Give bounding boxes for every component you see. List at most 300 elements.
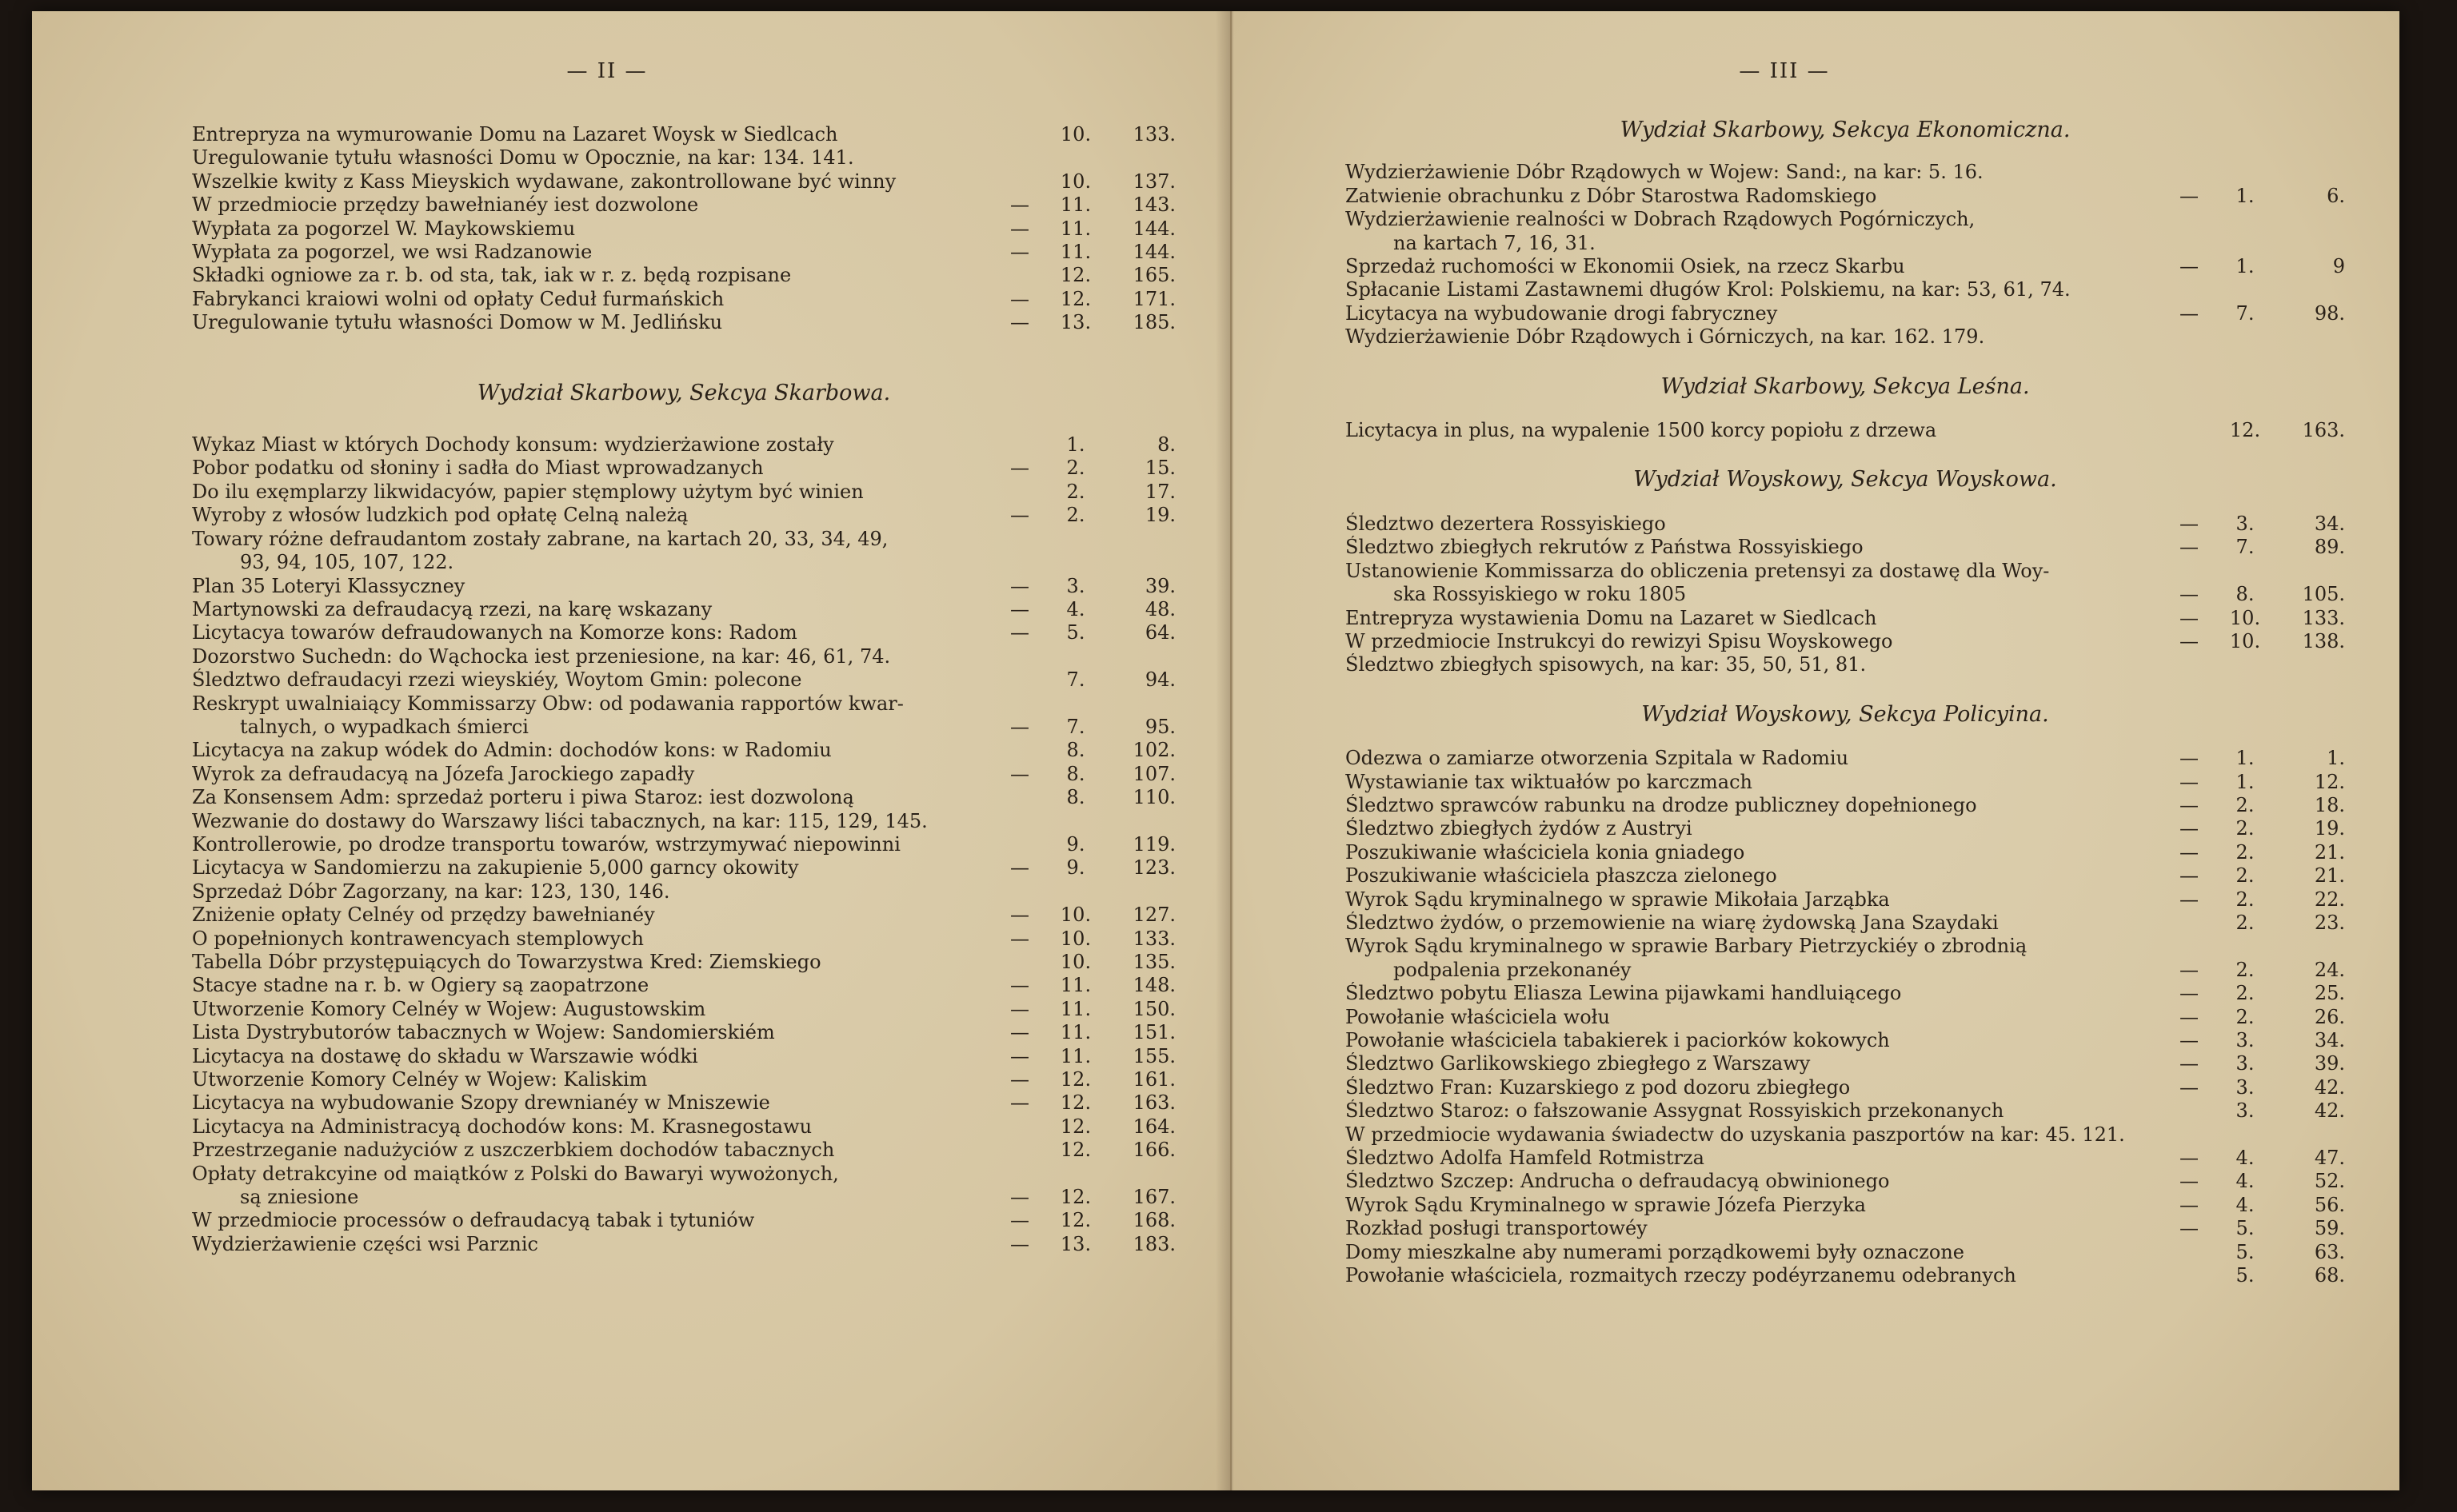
entry-page-number: 39. — [1145, 574, 1176, 597]
entry-section-number: 11. — [1060, 974, 1092, 997]
entry-dash: — — [1010, 311, 1029, 334]
left-page-header: — II — — [566, 59, 648, 83]
entry-section-number: 1. — [2235, 184, 2255, 207]
entry-text: Fabrykanci kraiowi wolni od opłaty Ceduł furmańskich — [192, 287, 725, 310]
entry-page-number: 133. — [2302, 606, 2345, 629]
index-entry — [192, 786, 1176, 809]
left-entry-list — [192, 123, 1176, 335]
index-entry — [192, 668, 1176, 692]
entry-text: Plan 35 Loteryi Klassyczney — [192, 574, 465, 597]
entry-section-number: 2. — [2235, 864, 2255, 888]
entry-section-number: 12. — [2229, 419, 2261, 442]
entry-text: Powołanie właściciela tabakierek i paciorków kokowych — [1345, 1029, 1890, 1051]
entry-text: Utworzenie Komory Celnéy w Wojew: Kaliskim — [192, 1068, 648, 1091]
index-entry — [192, 551, 1176, 574]
entry-text: Wydzierżawienie części wsi Parznic — [192, 1232, 538, 1255]
entry-section-number: 4. — [2235, 1147, 2255, 1170]
entry-section-number: 11. — [1060, 241, 1092, 264]
index-entry — [1345, 1099, 2345, 1123]
entry-text: Ustanowienie Kommissarza do obliczenia pretensyi za dostawę dla Woy- — [1345, 559, 2050, 582]
entry-dash: — — [1010, 1186, 1029, 1209]
entry-dash: — — [2179, 888, 2199, 911]
index-entry — [192, 621, 1176, 644]
index-entry — [1345, 536, 2345, 559]
entry-section-number: 2. — [2235, 958, 2255, 981]
index-entry — [1345, 935, 2345, 958]
entry-section-number: 11. — [1060, 997, 1092, 1020]
entry-text: Tabella Dóbr przystępuiących do Towarzystwa Kred: Ziemskiego — [192, 951, 821, 973]
index-entry — [1345, 302, 2345, 325]
entry-text: Wyrok Sądu Kryminalnego w sprawie Józefa Pierzyka — [1345, 1193, 1866, 1216]
entry-dash: — — [1010, 997, 1029, 1020]
entry-page-number: 42. — [2314, 1099, 2345, 1123]
index-entry — [192, 311, 1176, 334]
entry-text: O popełnionych kontrawencyach stemplowych — [192, 927, 644, 950]
entry-text: Wezwanie do dostawy do Warszawy liści tabacznych, na kar: 115, 129, 145. — [192, 809, 928, 832]
entry-dash: — — [1010, 621, 1029, 644]
entry-text: talnych, o wypadkach śmierci — [240, 715, 529, 738]
entry-page-number: 165. — [1133, 264, 1176, 287]
section-entry-list — [1345, 513, 2345, 677]
entry-page-number: 19. — [1145, 504, 1176, 527]
entry-text: 93, 94, 105, 107, 122. — [240, 551, 454, 574]
entry-text: Śledztwo zbiegłych spisowych, na kar: 35, 50, 51, 81. — [1345, 653, 1867, 676]
entry-section-number: 10. — [1060, 927, 1092, 950]
entry-text: Licytacya towarów defraudowanych na Komorze kons: Radom — [192, 621, 797, 644]
entry-text: Uregulowanie tytułu własności Domu w Opocznie, na kar: 134. 141. — [192, 146, 854, 170]
entry-text: Sprzedaż ruchomości w Ekonomii Osiek, na rzecz Skarbu — [1345, 255, 1905, 278]
entry-text: Licytacya na wybudowanie Szopy drewnianéy w Mniszewie — [192, 1091, 770, 1115]
entry-page-number: 21. — [2314, 864, 2345, 888]
section-heading: Wydział Skarbowy, Sekcya Leśna. — [1660, 373, 2030, 399]
index-entry — [192, 1021, 1176, 1044]
entry-page-number: 171. — [1133, 287, 1176, 310]
entry-page-number: 1. — [2327, 747, 2345, 770]
entry-page-number: 151. — [1133, 1021, 1176, 1044]
index-entry — [1345, 583, 2345, 606]
entry-section-number: 12. — [1060, 1139, 1092, 1162]
index-entry — [192, 575, 1176, 598]
index-entry — [192, 123, 1176, 146]
entry-section-number: 10. — [1060, 170, 1092, 193]
entry-text: Śledztwo sprawców rabunku na drodze publiczney dopełnionego — [1345, 793, 1977, 816]
index-entry — [1345, 185, 2345, 208]
entry-section-number: 9. — [1066, 832, 1085, 856]
entry-page-number: 163. — [1133, 1091, 1176, 1115]
entry-page-number: 138. — [2302, 629, 2345, 652]
entry-dash: — — [2179, 1075, 2199, 1099]
entry-page-number: 135. — [1133, 951, 1176, 973]
entry-text: Przestrzeganie nadużyciów z uszczerbkiem dochodów tabacznych — [192, 1139, 835, 1162]
index-entry — [192, 241, 1176, 264]
section-heading: Wydział Woyskowy, Sekcya Policyina. — [1641, 701, 2049, 727]
entry-dash: — — [2179, 1170, 2199, 1193]
entry-text: Pobor podatku od słoniny i sadła do Miast wprowadzanych — [192, 457, 764, 480]
index-entry — [192, 193, 1176, 217]
entry-page-number: 59. — [2314, 1217, 2345, 1240]
entry-text: Entrepryza na wymurowanie Domu na Lazaret Woysk w Siedlcach — [192, 123, 838, 146]
entry-section-number: 11. — [1060, 1044, 1092, 1067]
entry-page-number: 98. — [2314, 301, 2345, 325]
index-entry — [1345, 161, 2345, 184]
entry-page-number: 133. — [1133, 927, 1176, 950]
index-entry — [192, 1091, 1176, 1115]
entry-section-number: 4. — [2235, 1193, 2255, 1216]
entry-text: Śledztwo Fran: Kuzarskiego z pod dozoru zbiegłego — [1345, 1075, 1851, 1099]
index-entry — [192, 998, 1176, 1021]
entry-text: Stacye stadne na r. b. w Ogiery są zaopatrzone — [192, 974, 649, 997]
entry-section-number: 8. — [1066, 762, 1085, 785]
entry-text: W przedmiocie przędzy bawełnianéy iest dozwolone — [192, 193, 699, 217]
entry-text: Licytacya in plus, na wypalenie 1500 korcy popiołu z drzewa — [1345, 419, 1937, 442]
section-heading: Wydział Woyskowy, Sekcya Woyskowa. — [1633, 467, 2057, 493]
entry-page-number: 19. — [2314, 817, 2345, 840]
entry-dash: — — [1010, 974, 1029, 997]
entry-text: Sprzedaż Dóbr Zagorzany, na kar: 123, 130, 146. — [192, 880, 670, 903]
entry-page-number: 34. — [2314, 1029, 2345, 1051]
book-spread — [32, 11, 2399, 1490]
index-entry — [1345, 1241, 2345, 1264]
entry-section-number: 5. — [2235, 1264, 2255, 1287]
entry-section-number: 12. — [1060, 1115, 1092, 1138]
entry-text: na kartach 7, 16, 31. — [1393, 231, 1596, 254]
entry-text: Wypłata za pogorzel W. Maykowskiemu — [192, 217, 576, 240]
entry-text: Martynowski za defraudacyą rzezi, na karę wskazany — [192, 597, 713, 620]
entry-text: Licytacya w Sandomierzu na zakupienie 5,000 garncy okowity — [192, 856, 799, 880]
entry-dash: — — [1010, 217, 1029, 240]
entry-text: Entrepryza wystawienia Domu na Lazaret w Siedlcach — [1345, 606, 1877, 629]
entry-section-number: 12. — [1060, 287, 1092, 310]
entry-text: Odezwa o zamiarze otworzenia Szpitala w Radomiu — [1345, 747, 1849, 770]
entry-text: Towary różne defraudantom zostały zabrane, na kartach 20, 33, 34, 49, — [192, 527, 889, 550]
entry-page-number: 107. — [1133, 762, 1176, 785]
entry-dash: — — [2179, 1029, 2199, 1051]
entry-text: W przedmiocie wydawania świadectw do uzyskania paszportów na kar: 45. 121. — [1345, 1123, 2125, 1146]
index-entry — [192, 645, 1176, 668]
entry-section-number: 2. — [2235, 911, 2255, 934]
entry-section-number: 3. — [1066, 574, 1085, 597]
index-entry — [192, 951, 1176, 974]
entry-dash: — — [2179, 747, 2199, 770]
entry-text: Śledztwo dezertera Rossyiskiego — [1345, 512, 1666, 535]
index-entry — [192, 598, 1176, 621]
left-page — [32, 11, 1232, 1490]
entry-text: Utworzenie Komory Celnéy w Wojew: Augustowskim — [192, 997, 706, 1020]
entry-text: są zniesione — [240, 1186, 359, 1209]
entry-page-number: 95. — [1145, 715, 1176, 738]
entry-text: Licytacya na wybudowanie drogi fabryczney — [1345, 301, 1778, 325]
entry-text: ska Rossyiskiego w roku 1805 — [1393, 583, 1687, 606]
entry-page-number: 23. — [2314, 911, 2345, 934]
entry-page-number: 25. — [2314, 982, 2345, 1005]
right-page — [1232, 11, 2399, 1490]
entry-page-number: 89. — [2314, 536, 2345, 559]
entry-dash: — — [1010, 457, 1029, 480]
entry-section-number: 7. — [1066, 668, 1085, 692]
entry-section-number: 10. — [1060, 123, 1092, 146]
index-entry — [1345, 419, 2345, 442]
index-entry — [1345, 747, 2345, 770]
entry-page-number: 6. — [2327, 184, 2345, 207]
entry-dash: — — [1010, 193, 1029, 217]
entry-text: podpalenia przekonanéy — [1393, 958, 1632, 981]
section-entry-list — [1345, 419, 2345, 442]
index-entry — [1345, 1217, 2345, 1240]
entry-dash: — — [2179, 1217, 2199, 1240]
entry-page-number: 127. — [1133, 904, 1176, 927]
entry-section-number: 2. — [2235, 840, 2255, 864]
entry-section-number: 11. — [1060, 193, 1092, 217]
index-entry — [1345, 771, 2345, 794]
entry-text: Poszukiwanie właściciela płaszcza zielonego — [1345, 864, 1777, 888]
entry-section-number: 12. — [1060, 1186, 1092, 1209]
entry-text: Uregulowanie tytułu własności Domow w M. Jedlińsku — [192, 311, 723, 334]
entry-page-number: 161. — [1133, 1068, 1176, 1091]
entry-page-number: 185. — [1133, 311, 1176, 334]
entry-page-number: 183. — [1133, 1232, 1176, 1255]
index-entry — [192, 217, 1176, 241]
entry-text: Wszelkie kwity z Kass Mieyskich wydawane, zakontrollowane być winny — [192, 170, 897, 193]
entry-dash: — — [2179, 1193, 2199, 1216]
entry-page-number: 155. — [1133, 1044, 1176, 1067]
index-entry — [192, 904, 1176, 927]
entry-text: Spłacanie Listami Zastawnemi długów Krol: Polskiemu, na kar: 53, 61, 74. — [1345, 278, 2071, 301]
entry-page-number: 17. — [1145, 480, 1176, 503]
index-entry — [1345, 1076, 2345, 1099]
entry-dash: — — [1010, 715, 1029, 738]
entry-dash: — — [1010, 1068, 1029, 1091]
index-entry — [192, 763, 1176, 786]
entry-section-number: 3. — [2235, 1099, 2255, 1123]
index-entry — [192, 1045, 1176, 1068]
entry-page-number: 133. — [1133, 123, 1176, 146]
index-entry — [192, 528, 1176, 551]
entry-dash: — — [2179, 512, 2199, 535]
entry-section-number: 2. — [2235, 982, 2255, 1005]
entry-text: Opłaty detrakcyine od maiątków z Polski do Bawaryi wywożonych, — [192, 1162, 839, 1185]
entry-section-number: 3. — [2235, 1075, 2255, 1099]
entry-section-number: 7. — [2235, 301, 2255, 325]
index-entry — [192, 1163, 1176, 1186]
index-entry — [192, 856, 1176, 880]
entry-dash: — — [2179, 583, 2199, 606]
entry-page-number: 68. — [2314, 1264, 2345, 1287]
entry-section-number: 13. — [1060, 1232, 1092, 1255]
right-page-header: — III — — [1739, 59, 1830, 83]
section-heading: Wydział Skarbowy, Sekcya Ekonomiczna. — [1620, 118, 2071, 142]
index-entry — [192, 433, 1176, 457]
entry-section-number: 5. — [1066, 621, 1085, 644]
index-entry — [192, 264, 1176, 287]
entry-section-number: 2. — [1066, 504, 1085, 527]
entry-dash: — — [2179, 770, 2199, 793]
entry-section-number: 10. — [2229, 629, 2261, 652]
index-entry — [192, 481, 1176, 504]
entry-text: Zatwienie obrachunku z Dóbr Starostwa Radomskiego — [1345, 184, 1877, 207]
entry-section-number: 10. — [1060, 904, 1092, 927]
index-entry — [1345, 1147, 2345, 1170]
entry-page-number: 164. — [1133, 1115, 1176, 1138]
entry-dash: — — [1010, 904, 1029, 927]
entry-page-number: 167. — [1133, 1186, 1176, 1209]
entry-text: Poszukiwanie właściciela konia gniadego — [1345, 840, 1745, 864]
entry-page-number: 47. — [2314, 1147, 2345, 1170]
entry-page-number: 150. — [1133, 997, 1176, 1020]
index-entry — [1345, 1029, 2345, 1052]
entry-page-number: 9 — [2332, 255, 2345, 278]
entry-text: Śledztwo Adolfa Hamfeld Rotmistrza — [1345, 1147, 1704, 1170]
entry-page-number: 64. — [1145, 621, 1176, 644]
entry-text: Licytacya na dostawę do składu w Warszawie wódki — [192, 1044, 698, 1067]
entry-page-number: 144. — [1133, 217, 1176, 240]
entry-text: Do ilu exęmplarzy likwidacyów, papier stęmplowy użytym być winien — [192, 480, 864, 503]
entry-page-number: 39. — [2314, 1052, 2345, 1075]
entry-section-number: 3. — [2235, 512, 2255, 535]
entry-text: Powołanie właściciela, rozmaitych rzeczy podéyrzanemu odebranych — [1345, 1264, 2016, 1287]
entry-text: Śledztwo Staroz: o fałszowanie Assygnat Rossyiskich przekonanych — [1345, 1099, 2004, 1123]
index-entry — [1345, 208, 2345, 231]
entry-text: Domy mieszkalne aby numerami porządkowemi były oznaczone — [1345, 1240, 1964, 1263]
entry-page-number: 22. — [2314, 888, 2345, 911]
index-entry — [1345, 1006, 2345, 1029]
index-entry — [192, 457, 1176, 480]
entry-section-number: 2. — [1066, 480, 1085, 503]
index-entry — [192, 739, 1176, 762]
index-entry — [192, 170, 1176, 193]
entry-page-number: 42. — [2314, 1075, 2345, 1099]
index-entry — [192, 928, 1176, 951]
entry-section-number: 2. — [2235, 817, 2255, 840]
section-entry-list — [1345, 747, 2345, 1287]
index-entry — [192, 974, 1176, 997]
entry-dash: — — [2179, 1052, 2199, 1075]
entry-page-number: 8. — [1157, 433, 1176, 457]
index-entry — [1345, 982, 2345, 1005]
entry-text: Śledztwo zbiegłych rekrutów z Państwa Rossyiskiego — [1345, 536, 1864, 559]
entry-section-number: 12. — [1060, 264, 1092, 287]
entry-text: Śledztwo żydów, o przemowienie na wiarę żydowską Jana Szaydaki — [1345, 911, 1999, 934]
left-page-content — [192, 123, 1176, 1256]
entry-dash: — — [1010, 1044, 1029, 1067]
entry-dash: — — [2179, 864, 2199, 888]
entry-dash: — — [1010, 1232, 1029, 1255]
index-entry — [1345, 841, 2345, 864]
right-page-content — [1345, 118, 2345, 1287]
entry-page-number: 148. — [1133, 974, 1176, 997]
entry-text: Wyrok za defraudacyą na Józefa Jarockiego zapadły — [192, 762, 695, 785]
entry-dash: — — [1010, 1091, 1029, 1115]
entry-text: Reskrypt uwalniaiący Kommissarzy Obw: od podawania rapportów kwar- — [192, 692, 904, 715]
entry-text: Za Konsensem Adm: sprzedaż porteru i piwa Staroz: iest dozwoloną — [192, 786, 854, 809]
entry-text: Wyrok Sądu kryminalnego w sprawie Mikołaia Jarząbka — [1345, 888, 1890, 911]
entry-text: W przedmiocie Instrukcyi do rewizyi Spisu Woyskowego — [1345, 629, 1893, 652]
index-entry — [1345, 864, 2345, 888]
entry-dash: — — [1010, 574, 1029, 597]
index-entry — [1345, 630, 2345, 653]
entry-page-number: 163. — [2302, 419, 2345, 442]
index-entry — [1345, 912, 2345, 935]
entry-section-number: 2. — [2235, 888, 2255, 911]
entry-page-number: 105. — [2302, 583, 2345, 606]
entry-dash: — — [2179, 301, 2199, 325]
entry-page-number: 63. — [2314, 1240, 2345, 1263]
section-entry-list — [1345, 161, 2345, 349]
entry-dash: — — [2179, 982, 2199, 1005]
entry-section-number: 1. — [2235, 255, 2255, 278]
entry-page-number: 166. — [1133, 1139, 1176, 1162]
entry-dash: — — [1010, 287, 1029, 310]
entry-page-number: 18. — [2314, 793, 2345, 816]
entry-section-number: 4. — [1066, 597, 1085, 620]
entry-dash: — — [1010, 927, 1029, 950]
index-entry — [1345, 1170, 2345, 1193]
entry-page-number: 144. — [1133, 241, 1176, 264]
index-entry — [1345, 817, 2345, 840]
entry-page-number: 48. — [1145, 597, 1176, 620]
entry-text: Śledztwo zbiegłych żydów z Austryi — [1345, 817, 1692, 840]
entry-section-number: 10. — [2229, 606, 2261, 629]
index-entry — [192, 504, 1176, 527]
entry-section-number: 7. — [1066, 715, 1085, 738]
entry-page-number: 94. — [1145, 668, 1176, 692]
entry-dash: — — [2179, 606, 2199, 629]
entry-section-number: 1. — [1066, 433, 1085, 457]
index-entry — [1345, 255, 2345, 278]
entry-text: Śledztwo pobytu Eliasza Lewina pijawkami handluiącego — [1345, 982, 1902, 1005]
index-entry — [1345, 325, 2345, 349]
entry-section-number: 1. — [2235, 747, 2255, 770]
index-entry — [1345, 1052, 2345, 1075]
entry-dash: — — [2179, 958, 2199, 981]
entry-page-number: 119. — [1133, 832, 1176, 856]
entry-text: Wydzierżawienie realności w Dobrach Rządowych Pogórniczych, — [1345, 208, 1976, 231]
entry-text: Licytacya na zakup wódek do Admin: dochodów kons: w Radomiu — [192, 739, 832, 762]
index-entry — [192, 288, 1176, 311]
entry-dash: — — [2179, 793, 2199, 816]
entry-dash: — — [1010, 856, 1029, 880]
entry-page-number: 24. — [2314, 958, 2345, 981]
entry-text: Śledztwo Garlikowskiego zbiegłego z Warszawy — [1345, 1052, 1811, 1075]
entry-section-number: 12. — [1060, 1209, 1092, 1232]
entry-section-number: 1. — [2235, 770, 2255, 793]
entry-page-number: 110. — [1133, 786, 1176, 809]
entry-section-number: 12. — [1060, 1091, 1092, 1115]
entry-text: Zniżenie opłaty Celnéy od przędzy bawełnianéy — [192, 904, 655, 927]
entry-page-number: 137. — [1133, 170, 1176, 193]
entry-page-number: 123. — [1133, 856, 1176, 880]
entry-dash: — — [1010, 241, 1029, 264]
entry-text: Wykaz Miast w których Dochody konsum: wydzierżawione zostały — [192, 433, 834, 457]
entry-text: Wypłata za pogorzel, we wsi Radzanowie — [192, 241, 593, 264]
index-entry — [192, 1115, 1176, 1139]
entry-text: Wyrok Sądu kryminalnego w sprawie Barbary Pietrzyckiéy o zbrodnią — [1345, 935, 2028, 958]
entry-section-number: 8. — [2235, 583, 2255, 606]
entry-section-number: 2. — [2235, 1005, 2255, 1028]
index-entry — [192, 716, 1176, 739]
entry-page-number: 12. — [2314, 770, 2345, 793]
entry-dash: — — [1010, 504, 1029, 527]
entry-text: Wydzierżawienie Dóbr Rządowych w Wojew: Sand:, na kar: 5. 16. — [1345, 161, 1984, 184]
index-entry — [1345, 607, 2345, 630]
entry-page-number: 168. — [1133, 1209, 1176, 1232]
entry-text: Licytacya na Administracyą dochodów kons: M. Krasnegostawu — [192, 1115, 813, 1138]
index-entry — [192, 1068, 1176, 1091]
entry-section-number: 5. — [2235, 1240, 2255, 1263]
entry-text: Wystawianie tax wiktuałów po karczmach — [1345, 770, 1752, 793]
entry-section-number: 12. — [1060, 1068, 1092, 1091]
entry-section-number: 8. — [1066, 739, 1085, 762]
entry-page-number: 102. — [1133, 739, 1176, 762]
